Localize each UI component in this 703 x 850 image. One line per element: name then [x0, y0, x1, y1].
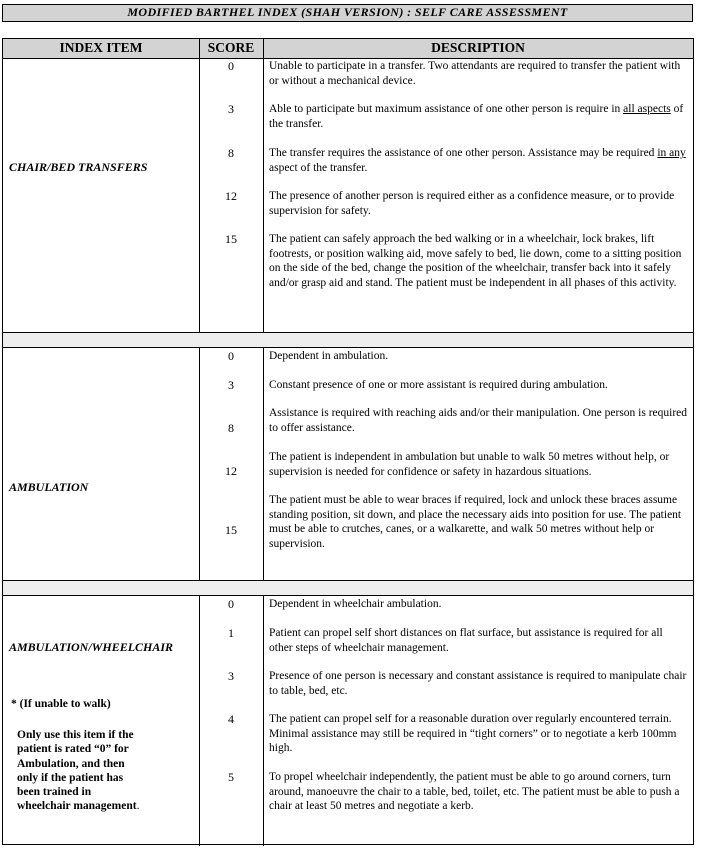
score-description: The presence of another person is required either as a confidence measure, or to provide supervision for safety.: [269, 190, 675, 217]
column-divider: [263, 39, 264, 846]
score-description: The patient is independent in ambulation but unable to walk 50 metres without help, or supervision is needed for confidence or safety in hazardous situations.: [269, 451, 670, 478]
score-value: 3: [228, 102, 234, 116]
note-line: Ambulation, and then: [17, 757, 125, 770]
score-value: 5: [228, 770, 234, 784]
score-description: The patient can safely approach the bed walking or in a wheelchair, lock brakes, lift footrests, or position walking aid, move safely to bed, lie down, come to a sitting position on the side of the bed, change the position of the wheelchair, transfer back into it safely and/or grasp aid and stand. The patient must be independent in all phases of this activity.: [269, 233, 682, 289]
section-divider: [3, 332, 693, 333]
score-value: 8: [228, 421, 234, 435]
score-description: Constant presence of one or more assistant is required during ambulation.: [269, 379, 608, 391]
score-description: To propel wheelchair independently, the patient must be able to go around corners, turn around, manoeuvre the chair to a table, bed, toilet, etc. The patient must be able to push a chair at least 50 metres and negotiate a kerb.: [269, 771, 680, 812]
item-ambulation-wheelchair: AMBULATION/WHEELCHAIR: [9, 640, 174, 654]
score-value: 15: [225, 523, 237, 537]
item-ambulation: AMBULATION: [9, 480, 89, 494]
score-value: 15: [225, 232, 237, 246]
wheelchair-note-heading: * (If unable to walk): [11, 698, 111, 710]
section-divider: [3, 347, 693, 348]
item-chair-bed-transfers: CHAIR/BED TRANSFERS: [9, 160, 148, 174]
score-description: Dependent in ambulation.: [269, 350, 389, 362]
section-divider: [3, 595, 693, 596]
score-description: Patient can propel self short distances on flat surface, but assistance is required for all other steps of wheelchair management.: [269, 627, 663, 654]
barthel-table: [2, 38, 694, 845]
score-description: Able to participate but maximum assistance of one other person is require in all aspects of the transfer.: [269, 103, 684, 130]
note-line: Only use this item if the: [17, 729, 134, 741]
score-value: 0: [228, 349, 234, 363]
section-spacer: [3, 580, 693, 595]
score-value: 4: [228, 712, 234, 726]
score-value: 3: [228, 378, 234, 392]
score-description: Dependent in wheelchair ambulation.: [269, 598, 442, 610]
score-description: Unable to participate in a transfer. Two attendants are required to transfer the patient with or without a mechanical device.: [269, 60, 681, 87]
score-value: 0: [228, 597, 234, 611]
note-line: only if the patient has: [17, 771, 124, 784]
score-description: The patient must be able to wear braces if required, lock and unlock these braces assume standing position, sit down, and place the necessary aids into position for use. The patient must be able to crutches, canes, or a walkarette, and walk 50 metres without help or supervision.: [269, 494, 682, 550]
score-value: 0: [228, 59, 234, 73]
table-header: [3, 39, 693, 59]
score-description: The patient can propel self for a reasonable duration over regularly encountered terrain. Minimal assistance may still be required in “tight corners” or to negotiate a kerb 100mm high.: [269, 713, 677, 754]
note-line: patient is rated “0” for: [17, 743, 129, 756]
score-value: 3: [228, 669, 234, 683]
wheelchair-note: [17, 728, 177, 814]
score-description: The transfer requires the assistance of one other person. Assistance may be required in any aspect of the transfer.: [269, 147, 686, 174]
page-title: MODIFIED BARTHEL INDEX (SHAH VERSION) : SELF CARE ASSESSMENT: [2, 4, 693, 22]
score-value: 12: [225, 464, 237, 478]
score-value: 12: [225, 189, 237, 203]
score-description: Assistance is required with reaching aids and/or their manipulation. One person is required to offer assistance.: [269, 407, 688, 434]
score-value: 1: [228, 626, 234, 640]
section-spacer: [3, 332, 693, 347]
header-score: SCORE: [207, 40, 255, 55]
note-line: wheelchair management.: [17, 800, 140, 813]
header-index-item: INDEX ITEM: [59, 40, 143, 55]
score-description: Presence of one person is necessary and constant assistance is required to manipulate chair to table, bed, etc.: [269, 670, 687, 697]
score-value: 8: [228, 146, 234, 160]
column-divider: [199, 39, 200, 846]
section-divider: [3, 580, 693, 581]
header-description: DESCRIPTION: [431, 40, 525, 55]
note-line: been trained in: [17, 786, 92, 799]
